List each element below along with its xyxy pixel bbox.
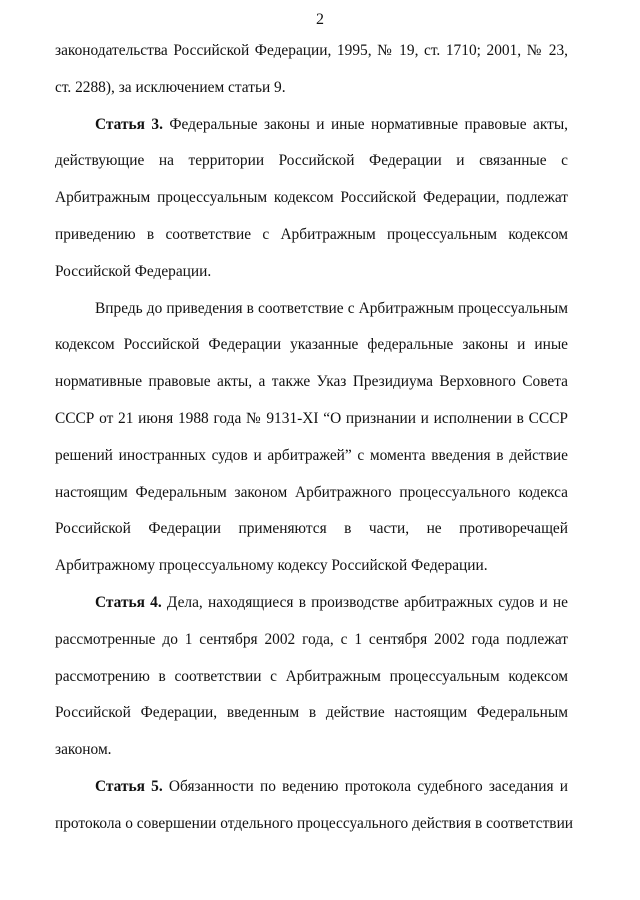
paragraph-continuation	[55, 33, 568, 107]
text-line: законодательства Российской Федерации, 1995, № 19, ст. 1710; 2001, № 23,	[55, 42, 568, 59]
text-line: действующие на территории Российской Федерации и связанные с	[55, 152, 568, 170]
text-line: Российской Федерации, введенным в действие настоящим Федеральным	[55, 704, 568, 722]
text-line	[55, 769, 568, 806]
article-5-label: Статья 5.	[95, 777, 163, 795]
article-3-text: Федеральные законы и иные нормативные правовые акты,	[162, 115, 569, 133]
article-4-text: Дела, находящиеся в производстве арбитражных судов и не	[161, 593, 569, 611]
article-4	[55, 585, 568, 769]
article-3-label: Статья 3.	[95, 115, 163, 133]
text-line: Впредь до приведения в соответствие с Арбитражным процессуальным	[95, 299, 568, 317]
text-line: рассмотрению в соответствии с Арбитражным процессуальным кодексом	[55, 667, 568, 685]
article-4-label: Статья 4.	[95, 593, 162, 611]
document-body	[55, 33, 574, 843]
text-line: решений иностранных судов и арбитражей” с момента введения в действие	[55, 446, 568, 464]
paragraph-transition-provisions	[55, 291, 568, 585]
text-line: протокола о совершении отдельного процессуального действия в соответствии	[55, 814, 574, 832]
page-number: 2	[316, 11, 324, 28]
text-line: ст. 2288), за исключением статьи 9.	[55, 78, 286, 96]
text-line	[55, 107, 568, 144]
text-line: Арбитражному процессуальному кодексу Российской Федерации.	[55, 557, 488, 575]
article-3	[55, 107, 568, 291]
text-line: СССР от 21 июня 1988 года № 9131-XI “О признании и исполнении в СССР	[55, 409, 568, 427]
text-line: настоящим Федеральным законом Арбитражного процессуального кодекса	[55, 483, 568, 501]
text-line: приведению в соответствие с Арбитражным процессуальным кодексом	[55, 225, 568, 243]
text-line: нормативные правовые акты, а также Указ Президиума Верховного Совета	[55, 373, 568, 391]
text-line: Российской Федерации применяются в части, не противоречащей	[55, 520, 568, 538]
text-line: законом.	[55, 741, 112, 759]
text-line: Арбитражным процессуальным кодексом Российской Федерации, подлежат	[55, 189, 568, 207]
article-5-text: Обязанности по ведению протокола судебного заседания и	[162, 777, 569, 795]
text-line: кодексом Российской Федерации указанные федеральные законы и иные	[55, 336, 568, 354]
text-line: рассмотренные до 1 сентября 2002 года, с 1 сентября 2002 года подлежат	[55, 630, 568, 648]
article-5	[55, 769, 574, 843]
text-line	[55, 585, 568, 622]
text-line: Российской Федерации.	[55, 262, 212, 280]
